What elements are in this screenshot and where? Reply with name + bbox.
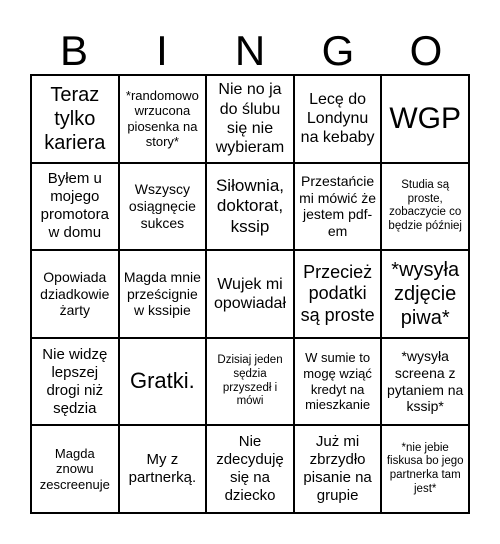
bingo-cell[interactable] [294,163,382,251]
bingo-cell[interactable] [294,425,382,513]
bingo-cell[interactable] [119,163,207,251]
title-letter-g: G [321,27,355,74]
cell-text: Nie zdecyduję się na dziecko [216,433,284,505]
cell-text: Gratki. [129,368,195,394]
bingo-title [30,26,470,76]
cell-text: *nie jebie fiskusa bo jego partnerka tam jest* [386,441,464,495]
cell-text: Dzisiaj jeden sędzia przyszedł i mówi [217,354,283,408]
cell-text: Przestańcie mi mówić że jestem pdf-em [299,172,377,240]
bingo-cell[interactable] [381,338,469,426]
bingo-cell[interactable] [31,163,119,251]
bingo-cell[interactable] [381,250,469,338]
bingo-cell[interactable] [119,338,207,426]
bingo-cell[interactable] [31,75,119,163]
bingo-grid [30,74,470,514]
cell-text: Lecę do Londynu na kebaby [300,91,375,147]
title-letter-n: N [234,27,266,74]
cell-text: Przecież podatki są proste [300,261,375,325]
cell-text: *wysyła zdjęcie piwa* [391,258,460,329]
cell-text: Wujek mi opowiadał [213,275,287,312]
bingo-cell[interactable] [381,75,469,163]
cell-text: Teraz tylko kariera [44,83,106,154]
title-letter-i: I [156,27,168,74]
bingo-cell[interactable] [31,338,119,426]
title-letter-o: O [409,27,443,74]
bingo-cell[interactable] [119,75,207,163]
bingo-cell[interactable] [206,338,294,426]
bingo-cell[interactable] [31,425,119,513]
cell-text: Już mi zbrzydło pisanie na grupie [303,433,372,505]
bingo-cell[interactable] [31,250,119,338]
bingo-cell[interactable] [119,250,207,338]
cell-text: WGP [389,101,462,135]
cell-text: Byłem u mojego promotora w domu [40,170,109,242]
cell-text: *wysyła screena z pytaniem na kssip* [387,348,464,415]
title-letter-b: B [59,27,88,74]
bingo-cell[interactable] [381,163,469,251]
cell-text: Magda znowu zescreenuje [39,445,110,492]
cell-text: Nie widzę lepszej drogi niż sędzia [42,345,108,417]
bingo-cell[interactable] [206,163,294,251]
cell-text: Siłownia, doktorat, kssip [215,175,285,236]
bingo-cell[interactable] [206,250,294,338]
cell-text: My z partnerką. [128,451,197,487]
cell-text: Opowiada dziadkowie żarty [40,268,110,319]
bingo-cell[interactable] [294,338,382,426]
bingo-cell[interactable] [206,425,294,513]
cell-text: Studia są proste, zobaczycie co będzie później [388,178,462,233]
bingo-cell[interactable] [294,250,382,338]
cell-text: Wszyscy osiągnęcie sukces [128,181,196,231]
cell-text: W sumie to mogę wziąć kredyt na mieszkanie [303,350,372,413]
bingo-cell[interactable] [381,425,469,513]
bingo-cell[interactable] [119,425,207,513]
bingo-cell[interactable] [294,75,382,163]
cell-text: Nie no ja do ślubu się nie wybieram [215,81,285,156]
cell-text: *randomowo wrzucona piosenka na story* [125,87,199,150]
cell-text: Magda mnie prześcignie w kssipie [123,268,201,319]
bingo-cell[interactable] [206,75,294,163]
